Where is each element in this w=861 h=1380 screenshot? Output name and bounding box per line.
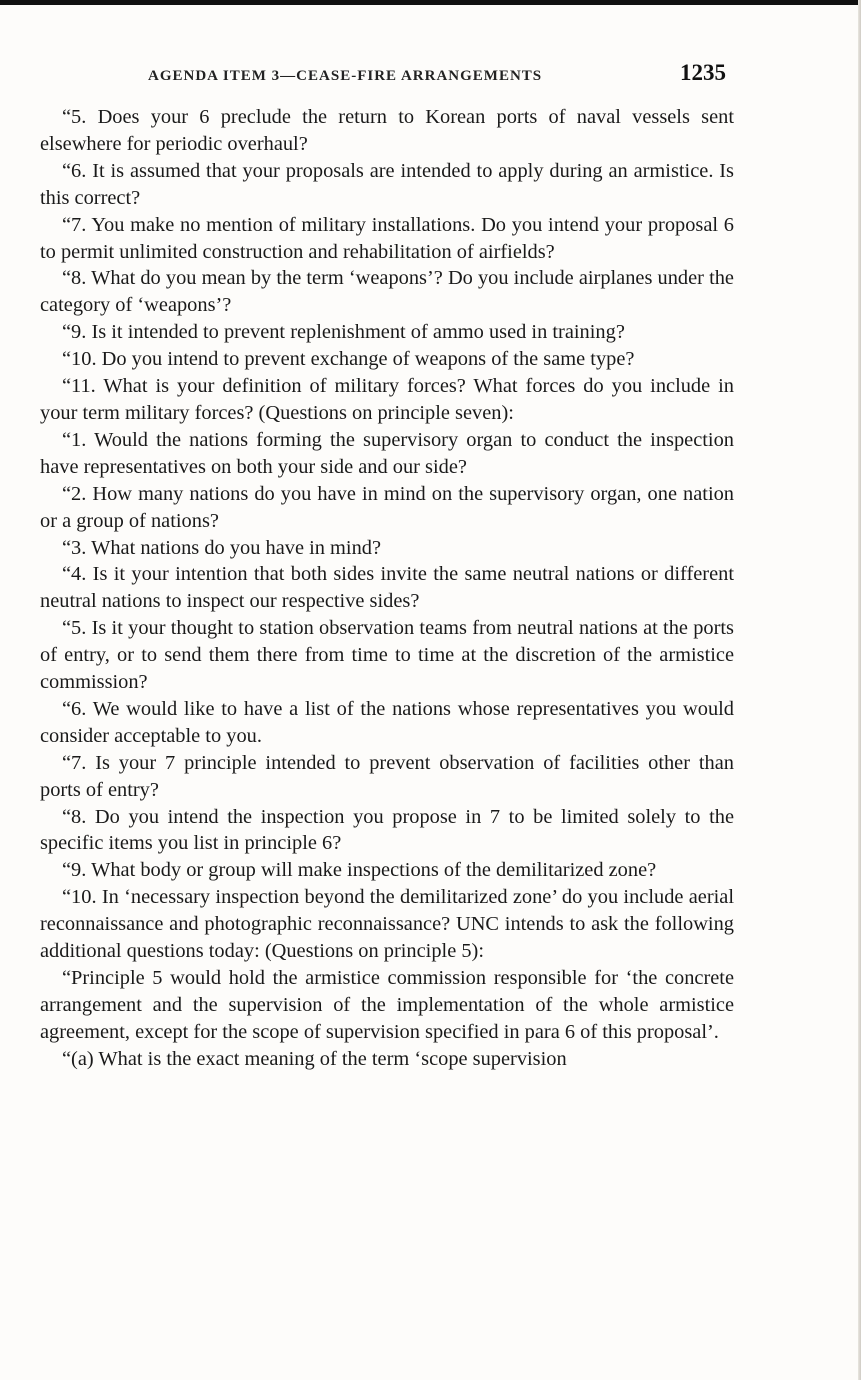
paragraph-q5-naval-vessels: “5. Does your 6 preclude the return to Korean ports of naval vessels sent elsewhere for periodic overhaul? [40, 106, 734, 155]
paragraph-p7-q8-inspection-limited: “8. Do you intend the inspection you propose in 7 to be limited solely to the specific items you list in principle 6? [40, 805, 734, 855]
paragraph-q8-weapons: “8. What do you mean by the term ‘weapons’? Do you include airplanes under the category of ‘weapons’? [40, 267, 734, 317]
paragraph-p7-q7-facilities: “7. Is your 7 principle intended to prevent observation of facilities other than ports of entry? [40, 751, 734, 801]
paragraph-q9-replenishment: “9. Is it intended to prevent replenishment of ammo used in training? [62, 321, 625, 344]
page-number: 1235 [680, 60, 726, 85]
top-border-rule [0, 0, 861, 5]
paragraph-q7-installations: “7. You make no mention of military installations. Do you intend your proposal 6 to permit unlimited construction and rehabilitation of airfields? [40, 213, 734, 263]
paragraph-p7-q2-how-many-nations: “2. How many nations do you have in mind on the supervisory organ, one nation or a group of nations? [40, 482, 734, 532]
paragraph-p7-q1-supervisory-organ: “1. Would the nations forming the supervisory organ to conduct the inspection have representatives on both your side and our side? [40, 428, 734, 478]
running-head: AGENDA ITEM 3—CEASE-FIRE ARRANGEMENTS [148, 68, 543, 84]
paragraph-p7-q6-list-of-nations: “6. We would like to have a list of the nations whose representatives you would consider acceptable to you. [40, 697, 734, 747]
paragraph-p7-q3-what-nations: “3. What nations do you have in mind? [62, 536, 382, 559]
paragraph-q11-military-forces: “11. What is your definition of military forces? What forces do you include in your term military forces? (Questions on principle seven): [40, 375, 734, 424]
body-text [40, 104, 734, 1073]
page-header [40, 60, 734, 94]
paragraph-principle-5: “Principle 5 would hold the armistice commission responsible for ‘the concrete arrangement and the supervision of the implementation of the whole armistice agreement, except for the scope of supervision specified in para 6 of this proposal’. [40, 967, 734, 1043]
document-page [40, 60, 734, 1073]
paragraph-p7-q4-neutral-nations: “4. Is it your intention that both sides invite the same neutral nations or different neutral nations to inspect our respective sides? [40, 563, 734, 613]
paragraph-q10-exchange: “10. Do you intend to prevent exchange of weapons of the same type? [62, 348, 635, 371]
paragraph-p7-q5-observation-teams: “5. Is it your thought to station observation teams from neutral nations at the ports of entry, or to send them there from time to time at the discretion of the armistice commission? [40, 617, 734, 694]
paragraph-q6-armistice: “6. It is assumed that your proposals are intended to apply during an armistice. Is this correct? [40, 159, 734, 209]
paragraph-p7-q10-reconnaissance: “10. In ‘necessary inspection beyond the demilitarized zone’ do you include aerial reconnaissance and photographic reconnaissance? UNC intends to ask the following additional questions today: (Questions on principle 5): [40, 886, 734, 963]
paragraph-p7-q9-demilitarized-zone: “9. What body or group will make inspections of the demilitarized zone? [62, 859, 657, 882]
paragraph-question-a: “(a) What is the exact meaning of the term ‘scope supervision [62, 1047, 567, 1070]
